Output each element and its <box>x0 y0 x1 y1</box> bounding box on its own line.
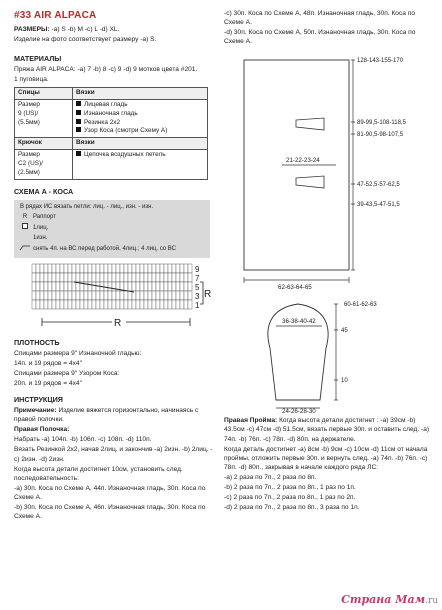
chart-cell <box>88 300 92 309</box>
sleeve-dim-label: 10 <box>341 378 348 385</box>
watermark-domain: .ru <box>425 595 438 606</box>
body-dim-label: 89-99,5-108-118,5 <box>357 120 406 127</box>
chart-cell <box>144 264 148 273</box>
chart-cell <box>148 273 152 282</box>
chart-cell <box>52 300 56 309</box>
chart-cell <box>44 273 48 282</box>
armhole-line: Когда деталь достигнет -a) 8см -b) 9см -c) 10см -d) 11см от начала проймы, отложить первые 30п. и вернуть след. -a) 74п. -b) 76п. -c) 78п. -d) 80п., закрывая в начале каждого ряда ЛС: <box>224 445 428 471</box>
chart-cell <box>36 300 40 309</box>
chart-cell <box>40 264 44 273</box>
chart-cell <box>128 282 132 291</box>
chart-cell <box>132 264 136 273</box>
chart-cell <box>176 300 180 309</box>
chart-cell <box>164 291 168 300</box>
chart-cell <box>44 282 48 291</box>
materials-yarn: Пряжа AIR ALPACA: -a) 7 -b) 8 -c) 9 -d) 9 мотков цвета #201. <box>14 65 198 73</box>
watermark-text: Страна Мам <box>341 592 426 606</box>
chart-cell <box>56 282 60 291</box>
chart-cell <box>184 273 188 282</box>
chart-cell <box>132 282 136 291</box>
chart-cell <box>88 273 92 282</box>
chart-cell <box>92 282 96 291</box>
chart-cell <box>172 273 176 282</box>
chart-cell <box>124 291 128 300</box>
chart-cell <box>164 273 168 282</box>
chart-cell <box>140 264 144 273</box>
row-number: 5 <box>195 282 200 292</box>
chart-cell <box>144 273 148 282</box>
chart-cell <box>128 291 132 300</box>
chart-cell <box>132 291 136 300</box>
legend-item: снять 4п. на ВС перед работой, 4лиц.; 4 лиц. со ВС <box>20 245 205 254</box>
chart-cell <box>36 282 40 291</box>
chart-cell <box>48 300 52 309</box>
armhole-paragraph <box>224 416 434 443</box>
instructions-note <box>14 406 214 424</box>
chart-cell <box>164 282 168 291</box>
body-dim-label: 39-43,5-47-51,5 <box>357 202 400 209</box>
chart-cell <box>120 273 124 282</box>
chart-cell <box>164 300 168 309</box>
chart-cell <box>92 264 96 273</box>
body-dim-label: 81-90,5-98-107,5 <box>357 132 404 139</box>
chart-cell <box>156 273 160 282</box>
gauge-line: Спицами размера 9" Узором Коса: <box>14 369 120 377</box>
chart-cell <box>172 282 176 291</box>
chart-cell <box>72 300 76 309</box>
chart-cell <box>84 273 88 282</box>
chart-cell <box>112 273 116 282</box>
chart-cell <box>132 300 136 309</box>
chart-cell <box>124 282 128 291</box>
chart-cell <box>144 300 148 309</box>
chart-cell <box>172 264 176 273</box>
pocket-shape <box>296 176 324 188</box>
chart-cell <box>76 264 80 273</box>
chart-cell <box>188 300 192 309</box>
chart-cell <box>56 300 60 309</box>
needle-size-line: Размер <box>18 100 40 108</box>
chart-cell <box>92 273 96 282</box>
instruction-line: -d) 30п. Коса по Схеме A, 50п. Изнаночная гладь, 30п. Коса по Схеме A. <box>224 29 416 46</box>
chart-cell <box>92 300 96 309</box>
gauge-line: 20п. и 19 рядов = 4x4" <box>14 380 82 388</box>
chart-cell <box>84 264 88 273</box>
chart-cell <box>152 291 156 300</box>
row-repeat-label: R <box>204 288 212 300</box>
stitches-cell <box>73 99 208 137</box>
chart-cell <box>44 300 48 309</box>
chart-cell <box>80 264 84 273</box>
armhole-line: -c) 2 раза по 7п., 2 раза по 8п., 1 раз по 2п. <box>224 494 356 502</box>
chart-cell <box>44 264 48 273</box>
chart-cell <box>116 291 120 300</box>
chart-cell <box>108 291 112 300</box>
chart-cell <box>136 300 140 309</box>
chart-cell <box>40 300 44 309</box>
chart-cell <box>160 264 164 273</box>
table-header-needles: Спицы <box>15 88 73 100</box>
chart-cell <box>68 273 72 282</box>
needles-table <box>14 87 208 179</box>
chart-cell <box>56 264 60 273</box>
row-number: 3 <box>195 291 200 301</box>
instruction-line: -b) 30п. Коса по Схеме A, 46п. Изнаночная гладь, 30п. Коса по Схеме A. <box>14 504 206 521</box>
chart-cell <box>168 273 172 282</box>
chart-cell <box>100 291 104 300</box>
chart-cell <box>144 291 148 300</box>
chart-cell <box>180 282 184 291</box>
chart-cell <box>116 273 120 282</box>
materials-header: МАТЕРИАЛЫ <box>14 53 62 63</box>
chart-cell <box>160 300 164 309</box>
instruction-line: Набрать -a) 104п. -b) 106п. -c) 108п. -d) 110п. <box>14 436 152 444</box>
needle-size-line: 9 (US)/ <box>18 109 39 117</box>
chart-cell <box>164 264 168 273</box>
chart-cell <box>40 291 44 300</box>
chart-cell <box>88 264 92 273</box>
materials-button: 1 пуговица. <box>14 76 49 84</box>
gauge-line: 14п. и 19 рядов = 4x4" <box>14 359 82 367</box>
table-header-hook-stitches: Вязки <box>73 138 208 150</box>
chart-cell <box>152 300 156 309</box>
chart-cell <box>80 273 84 282</box>
chart-cell <box>172 291 176 300</box>
armhole-line: -b) 2 раза по 7п., 2 раза по 8п., 1 раз по 1п. <box>224 484 356 492</box>
chart-cell <box>124 300 128 309</box>
knit-box-icon <box>20 223 30 232</box>
body-bottom-dim: 62-63-64-65 <box>278 284 312 292</box>
body-dim-label: 47-52,5-57-62,5 <box>357 182 400 189</box>
list-item: Резинка 2x2 <box>76 119 204 128</box>
needle-size-cell <box>15 99 73 137</box>
instruction-line: Когда высота детали достигнет 10см, установить след. последовательность: <box>14 465 183 482</box>
chart-cell <box>176 282 180 291</box>
chart-cell <box>72 264 76 273</box>
cable-chart <box>14 262 214 334</box>
chart-cell <box>168 282 172 291</box>
chart-cell <box>104 300 108 309</box>
chart-cell <box>184 282 188 291</box>
sleeve-bottom-dim: 24-26-28-30 <box>282 408 316 415</box>
chart-cell <box>176 291 180 300</box>
table-header-stitches: Вязки <box>73 88 208 100</box>
hook-size-line: (2.5мм) <box>18 168 40 176</box>
chart-cell <box>180 300 184 309</box>
instruction-line: -a) 30п. Коса по Схеме A, 44п. Изнаночная гладь, 30п. Коса по Схеме A. <box>14 484 206 501</box>
sizes-text: -a) S -b) M -c) L -d) XL. <box>49 25 120 33</box>
scheme-box <box>14 200 210 258</box>
chart-cell <box>84 300 88 309</box>
chart-cell <box>136 264 140 273</box>
chart-cell <box>128 273 132 282</box>
chart-cell <box>64 264 68 273</box>
sleeve-dim-label: 60-61-62-63 <box>344 302 377 309</box>
chart-cell <box>148 264 152 273</box>
legend-item: 1изн. <box>33 235 48 242</box>
chart-cell <box>180 264 184 273</box>
legend-item: 1лиц. <box>20 223 205 232</box>
pattern-title: #33 AIR ALPACA <box>14 10 97 21</box>
armhole-line: -a) 2 раза по 7п., 2 раза по 8п. <box>224 473 317 481</box>
chart-grid <box>32 264 192 309</box>
chart-cell <box>100 273 104 282</box>
chart-cell <box>60 282 64 291</box>
chart-cell <box>112 282 116 291</box>
chart-cell <box>96 291 100 300</box>
chart-cell <box>180 291 184 300</box>
sleeve-top-dim: 36-38-40-42 <box>282 318 316 326</box>
stitch-repeat-label: R <box>114 317 122 329</box>
table-header-hook: Крючок <box>15 138 73 150</box>
chart-cell <box>64 273 68 282</box>
chart-cell <box>32 300 36 309</box>
scheme-intro: В рядах ИС вязать петли: лиц. - лиц., изн. - изн. <box>20 203 154 210</box>
chart-cell <box>136 291 140 300</box>
chart-cell <box>176 264 180 273</box>
chart-cell <box>156 282 160 291</box>
chart-cell <box>72 291 76 300</box>
chart-cell <box>140 273 144 282</box>
chart-cell <box>160 282 164 291</box>
chart-cell <box>72 273 76 282</box>
hook-stitches-cell <box>73 150 208 179</box>
list-item: Узор Коса (смотри Схему A) <box>76 127 204 136</box>
chart-cell <box>148 282 152 291</box>
chart-cell <box>108 300 112 309</box>
chart-cell <box>76 273 80 282</box>
chart-cell <box>108 282 112 291</box>
chart-cell <box>48 282 52 291</box>
chart-cell <box>112 264 116 273</box>
row-number: 7 <box>195 273 200 283</box>
bullet-icon <box>76 151 81 156</box>
bullet-icon <box>76 110 81 115</box>
chart-cell <box>96 300 100 309</box>
chart-cell <box>64 300 68 309</box>
gauge-line: Спицами размера 9" Изнаночной гладью: <box>14 349 142 357</box>
armhole-text: Когда высота детали достигнет : -a) 39см -b) 43.5см -c) 47см -d) 51.5см, вязать первые 30п. и оставить след. -a) 74п. -b) 76п. -c) 78п. -d) 80п. на держателе. <box>224 417 430 443</box>
chart-cell <box>104 273 108 282</box>
chart-cell <box>56 273 60 282</box>
sizes-note: Изделие на фото соответствует размеру -a) S. <box>14 35 157 43</box>
chart-cell <box>152 282 156 291</box>
chart-cell <box>120 291 124 300</box>
right-column <box>224 0 434 512</box>
chart-cell <box>92 291 96 300</box>
chart-cell <box>36 291 40 300</box>
row-number: 1 <box>195 300 200 310</box>
chart-cell <box>120 300 124 309</box>
chart-cell <box>40 282 44 291</box>
chart-cell <box>188 282 192 291</box>
chart-cell <box>112 291 116 300</box>
chart-cell <box>172 300 176 309</box>
repeat-icon: R <box>22 213 28 220</box>
schematic-diagram <box>224 52 434 414</box>
chart-cell <box>104 264 108 273</box>
chart-cell <box>52 291 56 300</box>
chart-cell <box>168 291 172 300</box>
row-number: 9 <box>195 264 200 274</box>
chart-cell <box>96 273 100 282</box>
chart-cell <box>184 300 188 309</box>
hook-size-line: Размер <box>18 151 40 159</box>
cable-icon <box>20 245 30 254</box>
chart-cell <box>40 273 44 282</box>
chart-cell <box>124 264 128 273</box>
chart-cell <box>184 291 188 300</box>
chart-cell <box>68 291 72 300</box>
chart-cell <box>156 264 160 273</box>
armhole-line: -d) 2 раза по 7п., 2 раза по 8п., 3 раза по 1п. <box>224 504 360 512</box>
chart-cell <box>112 300 116 309</box>
chart-cell <box>152 273 156 282</box>
chart-cell <box>168 264 172 273</box>
chart-cell <box>32 282 36 291</box>
bullet-icon <box>76 101 81 106</box>
chart-cell <box>48 273 52 282</box>
chart-cell <box>188 291 192 300</box>
chart-cell <box>36 273 40 282</box>
chart-cell <box>188 264 192 273</box>
sizes-line <box>14 25 214 34</box>
left-column <box>14 0 214 521</box>
instructions-header: ИНСТРУКЦИЯ <box>14 395 63 405</box>
chart-cell <box>76 291 80 300</box>
needle-size-line: (5.5мм) <box>18 118 40 126</box>
row-repeat-bracket <box>200 282 203 304</box>
legend-item: R Раппорт <box>20 213 205 221</box>
list-item: Изнаночная гладь <box>76 110 204 119</box>
chart-cell <box>64 282 68 291</box>
chart-cell <box>60 291 64 300</box>
chart-cell <box>52 282 56 291</box>
chart-cell <box>184 264 188 273</box>
chart-cell <box>180 273 184 282</box>
chart-cell <box>176 273 180 282</box>
hook-size-line: C2 (US)/ <box>18 159 43 167</box>
chart-cell <box>60 273 64 282</box>
chart-cell <box>128 300 132 309</box>
chart-cell <box>136 282 140 291</box>
list-item: Цепочка воздушных петель <box>76 151 204 160</box>
body-inner-dim: 21-22-23-24 <box>286 157 320 165</box>
chart-cell <box>32 291 36 300</box>
gauge-header: ПЛОТНОСТЬ <box>14 337 60 347</box>
chart-cell <box>148 300 152 309</box>
right-front-title: Правая Полочка: <box>14 426 70 434</box>
chart-cell <box>116 264 120 273</box>
chart-cell <box>160 291 164 300</box>
chart-cell <box>104 282 108 291</box>
pocket-shape <box>296 118 324 130</box>
chart-cell <box>156 300 160 309</box>
chart-cell <box>168 300 172 309</box>
chart-cell <box>100 264 104 273</box>
chart-cell <box>156 291 160 300</box>
chart-cell <box>68 300 72 309</box>
instruction-line: -c) 30п. Коса по Схеме A, 48п. Изнаночная гладь, 30п. Коса по Схеме A. <box>224 10 415 27</box>
chart-cell <box>68 264 72 273</box>
row-numbers <box>195 265 200 310</box>
chart-cell <box>76 300 80 309</box>
bullet-icon <box>76 119 81 124</box>
chart-cell <box>160 273 164 282</box>
note-label: Примечание: <box>14 407 57 415</box>
chart-cell <box>140 300 144 309</box>
list-item: Лицевая гладь <box>76 101 204 110</box>
watermark-logo <box>341 592 438 607</box>
chart-cell <box>152 264 156 273</box>
chart-cell <box>144 282 148 291</box>
chart-cell <box>140 291 144 300</box>
chart-cell <box>80 300 84 309</box>
chart-cell <box>48 264 52 273</box>
chart-cell <box>188 273 192 282</box>
chart-cell <box>136 273 140 282</box>
note-text: Изделие вяжется горизонтально, начинаясь с правой полочки. <box>14 407 199 424</box>
chart-cell <box>64 291 68 300</box>
chart-cell <box>108 264 112 273</box>
chart-cell <box>96 264 100 273</box>
chart-cell <box>48 291 52 300</box>
chart-cell <box>140 282 144 291</box>
chart-cell <box>44 291 48 300</box>
chart-cell <box>116 300 120 309</box>
armhole-title: Правая Пройма: <box>224 417 278 425</box>
instruction-line: Вязать Резинкой 2x2, начав 2лиц. и закончив -a) 2изн. -b) 2лиц. -c) 2изн. -d) 2изн. <box>14 446 213 463</box>
chart-cell <box>100 300 104 309</box>
chart-cell <box>88 291 92 300</box>
chart-cell <box>72 282 76 291</box>
chart-cell <box>132 273 136 282</box>
chart-cell <box>108 273 112 282</box>
bullet-icon <box>76 127 81 132</box>
chart-cell <box>36 264 40 273</box>
chart-cell <box>52 264 56 273</box>
body-dim-label: 128-143-155-170 <box>357 58 404 65</box>
chart-cell <box>60 264 64 273</box>
chart-cell <box>80 291 84 300</box>
sizes-label: РАЗМЕРЫ: <box>14 25 50 33</box>
chart-cell <box>56 291 60 300</box>
chart-cell <box>124 273 128 282</box>
chart-cell <box>128 264 132 273</box>
chart-cell <box>88 282 92 291</box>
chart-cell <box>32 264 36 273</box>
chart-cell <box>104 291 108 300</box>
sleeve-dim-label: 45 <box>341 328 348 335</box>
scheme-header: СХЕМА A - КОСА <box>14 186 74 196</box>
hook-size-cell <box>15 150 73 179</box>
chart-cell <box>84 291 88 300</box>
chart-cell <box>52 273 56 282</box>
chart-cell <box>148 291 152 300</box>
chart-cell <box>68 282 72 291</box>
chart-cell <box>120 264 124 273</box>
chart-cell <box>32 273 36 282</box>
chart-cell <box>60 300 64 309</box>
